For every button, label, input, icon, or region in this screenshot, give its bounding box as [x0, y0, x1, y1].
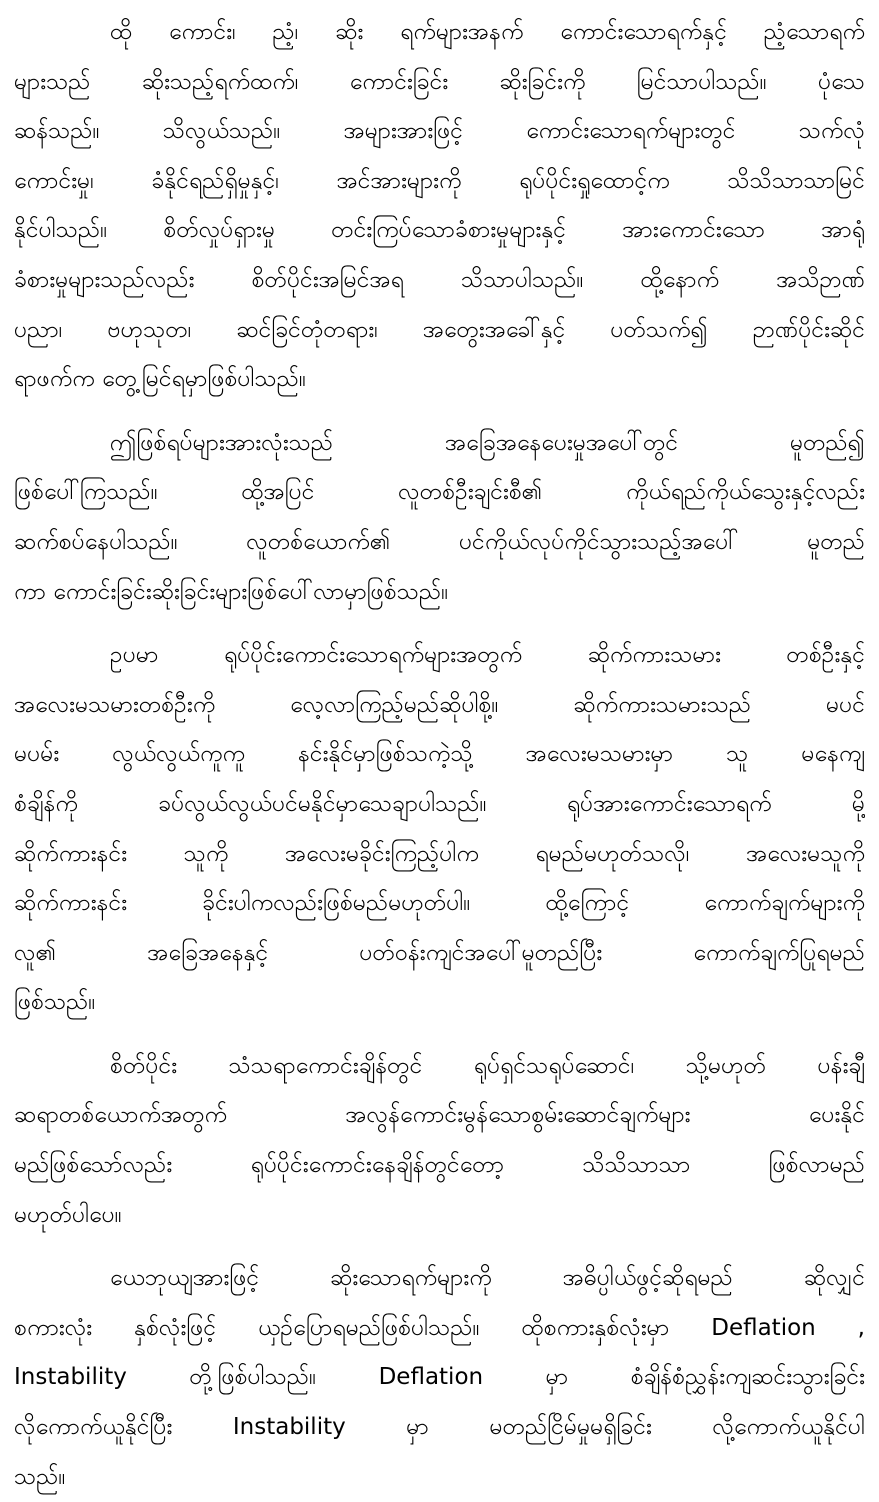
text-line: စံချိန်ကို ခပ်လွယ်လွယ်ပင်မနိုင်မှာသေချာပါသည်။ ရုပ်အားကောင်းသောရက် မို့ [14, 790, 865, 817]
text-line: ဆရာတစ်ယောက်အတွက် အလွန်ကောင်းမွန်သောစွမ်းဆောင်ချက်များ ပေးနိုင် [14, 1102, 865, 1129]
text-line: ဆက်စပ်နေပါသည်။ လူတစ်ယောက်၏ ပင်ကိုယ်လုပ်ကိုင်သွားသည့်အပေါ် မူတည် [14, 528, 865, 555]
text-line: ဤဖြစ်ရပ်များအားလုံးသည် အခြေအနေပေးမှုအပေါ်တွင် မူတည်၍ [110, 429, 865, 456]
text-line: လိုကောက်ယူနိုင်ပြီး Instability မှာ မတည်ငြိမ်မှုမရှိခြင်း လို့ကောက်ယူနိုင်ပါ [14, 1414, 865, 1441]
text-line: မပမ်း လွယ်လွယ်ကူကူ နင်းနိုင်မှာဖြစ်သကဲ့သို့ အလေးမသမားမှာ သူ မနေကျ [14, 741, 865, 768]
paragraph-1 [14, 8, 865, 405]
paragraph-5 [14, 1254, 865, 1502]
text-line: ကောင်းမှု၊ ခံနိုင်ရည်ရှိမှုနှင့်၊ အင်အားများကို ရုပ်ပိုင်းရှုထောင့်က သိသိသာသာမြင် [14, 167, 865, 194]
text-line: များသည် ဆိုးသည့်ရက်ထက်၊ ကောင်းခြင်း ဆိုးခြင်းကို မြင်သာပါသည်။ ပုံသေ [14, 68, 865, 95]
text-line: ဖြစ်ပေါ်ကြသည်။ ထို့အပြင် လူတစ်ဦးချင်းစီ၏ ကိုယ်ရည်ကိုယ်သွေးနှင့်လည်း [14, 479, 865, 506]
paragraph-3 [14, 631, 865, 1028]
text-line: ပညာ၊ ဗဟုသုတ၊ ဆင်ခြင်တုံတရား၊ အတွေးအခေါ်နှင့် ပတ်သက်၍ ဉာဏ်ပိုင်းဆိုင် [14, 316, 865, 343]
text-line: ဆိုက်ကားနင်း ခိုင်းပါကလည်းဖြစ်မည်မဟုတ်ပါ။ ထို့ကြောင့် ကောက်ချက်များကို [14, 890, 865, 917]
text-line: ခံစားမှုများသည်လည်း စိတ်ပိုင်းအမြင်အရ သိသာပါသည်။ ထို့နောက် အသိဉာဏ် [14, 266, 865, 293]
text-line: စကားလုံး နှစ်လုံးဖြင့် ယှဉ်ပြောရမည်ဖြစ်ပါသည်။ ထိုစကားနှစ်လုံးမှာ Deflation , [14, 1314, 865, 1341]
text-line: ဆိုက်ကားနင်း သူကို အလေးမခိုင်းကြည့်ပါက ရမည်မဟုတ်သလို၊ အလေးမသူကို [14, 840, 865, 867]
text-line: အလေးမသမားတစ်ဦးကို လေ့လာကြည့်မည်ဆိုပါစို့။ ဆိုက်ကားသမားသည် မပင် [14, 691, 865, 718]
text-line: ယေဘုယျအားဖြင့် ဆိုးသောရက်များကို အဓိပ္ပါယ်ဖွင့်ဆိုရမည် ဆိုလျှင် [110, 1265, 865, 1292]
text-line: လူ၏ အခြေအနေနှင့် ပတ်ဝန်းကျင်အပေါ်မူတည်ပြီး ကောက်ချက်ပြုရမည် [14, 939, 865, 966]
text-line: မဟုတ်ပါပေ။ [14, 1201, 122, 1228]
text-line: သည်။ [14, 1463, 66, 1490]
text-line: Instability တို့ဖြစ်ပါသည်။ Deflation မှာ စံချိန်စံညွှန်းကျဆင်းသွားခြင်း [14, 1364, 865, 1391]
text-line: ဆန်သည်။ သိလွယ်သည်။ အများအားဖြင့် ကောင်းသောရက်များတွင် သက်လုံ [14, 118, 865, 145]
text-line: ရာဖက်က တွေ့မြင်ရမှာဖြစ်ပါသည်။ [14, 366, 306, 393]
text-line: ကာ ကောင်းခြင်းဆိုးခြင်းများဖြစ်ပေါ်လာမှာဖြစ်သည်။ [14, 578, 449, 605]
text-line: နိုင်ပါသည်။ စိတ်လှုပ်ရှားမှု တင်းကြပ်သောခံစားမှုများနှင့် အားကောင်းသော အာရုံ [14, 217, 865, 244]
text-line: ဥပမာ ရုပ်ပိုင်းကောင်းသောရက်များအတွက် ဆိုက်ကားသမား တစ်ဦးနှင့် [110, 642, 865, 669]
paragraph-4 [14, 1042, 865, 1240]
text-line: မည်ဖြစ်သော်လည်း ရုပ်ပိုင်းကောင်းနေချိန်တွင်တော့ သိသိသာသာ ဖြစ်လာမည် [14, 1152, 865, 1179]
text-line: ထို ကောင်း၊ ညံ့၊ ဆိုး ရက်များအနက် ကောင်းသောရက်နှင့် ညံ့သောရက် [110, 19, 865, 45]
text-line: စိတ်ပိုင်း သံသရာကောင်းချိန်တွင် ရုပ်ရှင်သရုပ်ဆောင်၊ သို့မဟုတ် ပန်းချီ [110, 1052, 865, 1079]
text-line: ဖြစ်သည်။ [14, 989, 96, 1016]
paragraph-2 [14, 419, 865, 617]
